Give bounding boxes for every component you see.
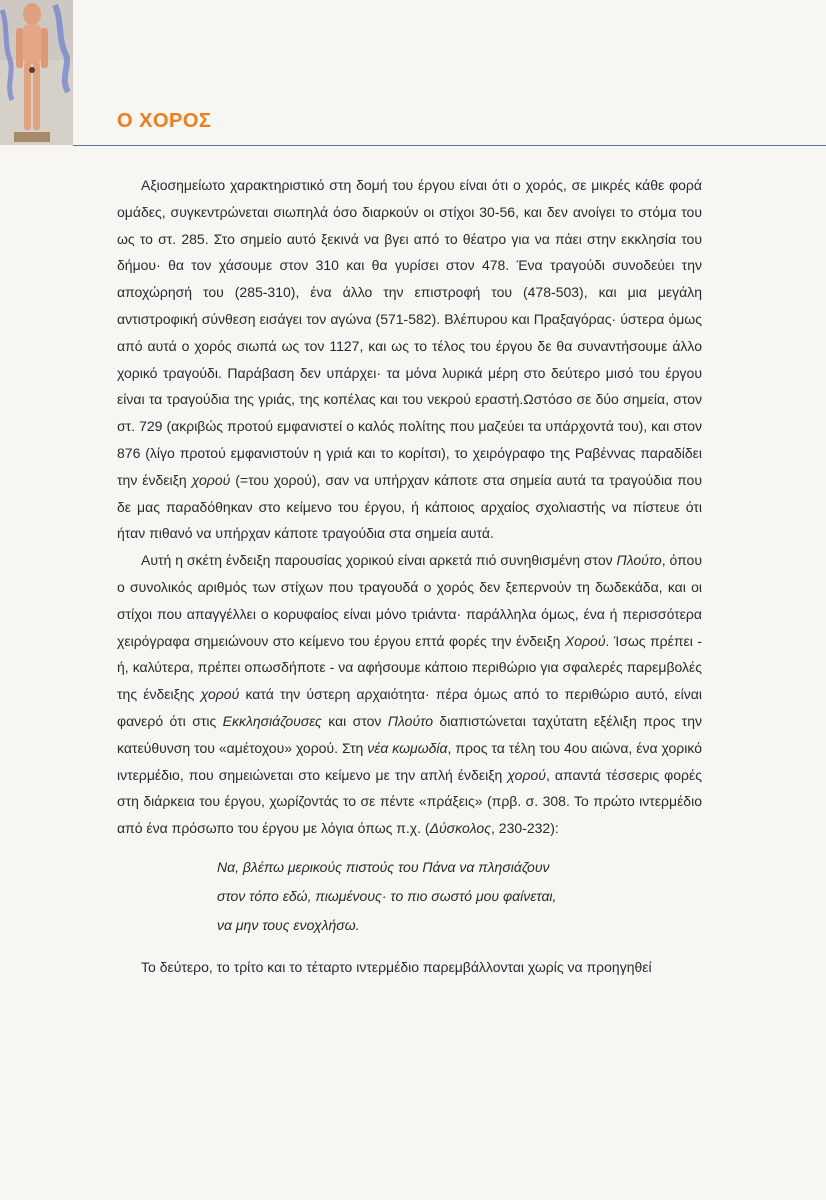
text-run: Αυτή η σκέτη ένδειξη παρουσίας χορικού είναι αρκετά πιό συνηθισμένη στον (141, 552, 617, 569)
text-run: . Ίσως πρέπει - ή, καλύτερα, πρέπει οπωσδήποτε - να αφήσουμε κάποιο περιθώριο για σφαλερές παρεμβολές της ένδειξης (117, 632, 702, 703)
text-run: , απαντά τέσσερις φορές στη διάρκεια του έργου, χωρίζοντάς το σε πέντε «πράξεις» (πρβ. σ. 308. Το πρώτο ιντερμέδιο από ένα πρόσωπο του έργου με λόγια όπως π.χ. ( (117, 766, 702, 837)
italic-title: Δύσκολος (429, 820, 492, 837)
text-run: διαπιστώνεται ταχύτατη εξέλιξη προς την κατεύθυνση του «αμέτοχου» χορού. Στη (117, 712, 702, 756)
main-text (117, 172, 702, 981)
paragraph-1 (117, 172, 702, 547)
verse-quote (217, 853, 702, 940)
section-title: Ο ΧΟΡΟΣ (117, 110, 212, 132)
verse-line: να μην τους ενοχλήσω. (217, 916, 360, 933)
italic-title: Εκκλησιάζουσες (222, 712, 322, 729)
text-run: και στον (321, 712, 388, 729)
text-run: Αξιοσημείωτο χαρακτηριστικό στη δομή του έργου είναι ότι ο χορός, σε μικρές κάθε φορά ομάδες, συγκεντρώνεται σιωπηλά όσο διαρκούν οι στίχοι 30-56, και δεν ανοίγει το στόμα του ως το στ. 285. Στο σημείο αυτό ξεκινά να βγει από το θέατρο για να πάει στην εκκλησία του δήμου· θα τον χάσουμε στον 310 και θα γυρίσει στον 478. Ένα τραγούδι συνοδεύει την αποχώρησή του (285-310), ένα άλλο την επιστροφή του (478-503), και μια μεγάλη αντιστροφική σύνθεση εισάγει τον αγώνα (571-582). Βλέπυρου και Πραξαγόρας· ύστερα όμως από αυτά ο χορός σιωπά ως τον 1127, και ως το τέλος του έργου δε θα συναντήσουμε άλλο χορικό τραγούδι. Παράβαση δεν υπάρχει· τα μόνα λυρικά μέρη στο δεύτερο μισό του έργου είναι τα τραγούδια της γριάς, της κοπέλας και του νεκρού εραστή.Ωστόσο σε δύο σημεία, στον στ. 729 (ακριβώς προτού εμφανιστεί ο καλός πολίτης που μαζεύει τα υπάρχοντά του), και στον 876 (λίγο προτού εμφανιστούν η γριά και το κορίτσι), το χειρόγραφο της Ραβέννας παραδίδει την ένδειξη (117, 177, 702, 488)
text-run: , προς τα τέλη του 4ου αιώνα, ένα χορικό ιντερμέδιο, που σημειώνεται στο κείμενο με την απλή ένδειξη (117, 739, 702, 783)
verse-line: Να, βλέπω μερικούς πιστούς του Πάνα να πλησιάζουν (217, 858, 550, 875)
header-divider (73, 145, 826, 146)
paragraph-3: Το δεύτερο, το τρίτο και το τέταρτο ιντερμέδιο παρεμβάλλονται χωρίς να προηγηθεί (141, 958, 652, 975)
statue-illustration (0, 0, 73, 145)
text-run: (=του χορού), σαν να υπήρχαν κάποτε στα σημεία αυτά τα τραγούδια που δε μας παραδόθηκαν στο κείμενο του έργου, ή κάποιος αρχαίος σχολιαστής να πίστευε ότι ήταν πιθανό να υπήρχαν κάποτε τραγούδια στα σημεία αυτά. (117, 471, 702, 542)
verse-line: στον τόπο εδώ, πιωμένους· το πιο σωστό μου φαίνεται, (217, 887, 557, 904)
italic-term: χορού (191, 471, 231, 488)
italic-term: χορού (507, 766, 546, 783)
italic-term: χορού (200, 686, 240, 703)
text-run: κατά την ύστερη αρχαιότητα· πέρα όμως από το περιθώριο αυτό, είναι φανερό ότι στις (117, 686, 702, 729)
italic-title: Πλούτο (616, 552, 662, 569)
header-photo-statue (0, 0, 73, 145)
italic-term: νέα κωμωδία (367, 739, 448, 756)
text-run: , όπου ο συνολικός αριθμός των στίχων που τραγουδά ο χορός δεν ξεπερνούν τη δωδεκάδα, και οι στίχοι που απαγγέλλει ο κορυφαίος είναι μόνο τριάντα· παράλληλα όμως, ένα ή περισσότερα χειρόγραφα σημειώνουν στο κείμενο του έργου επτά φορές την ένδειξη (117, 552, 702, 649)
italic-title: Πλούτο (387, 712, 433, 729)
text-run: , 230-232): (491, 820, 559, 837)
paragraph-2 (117, 547, 702, 842)
italic-term: Χορού (564, 632, 606, 649)
